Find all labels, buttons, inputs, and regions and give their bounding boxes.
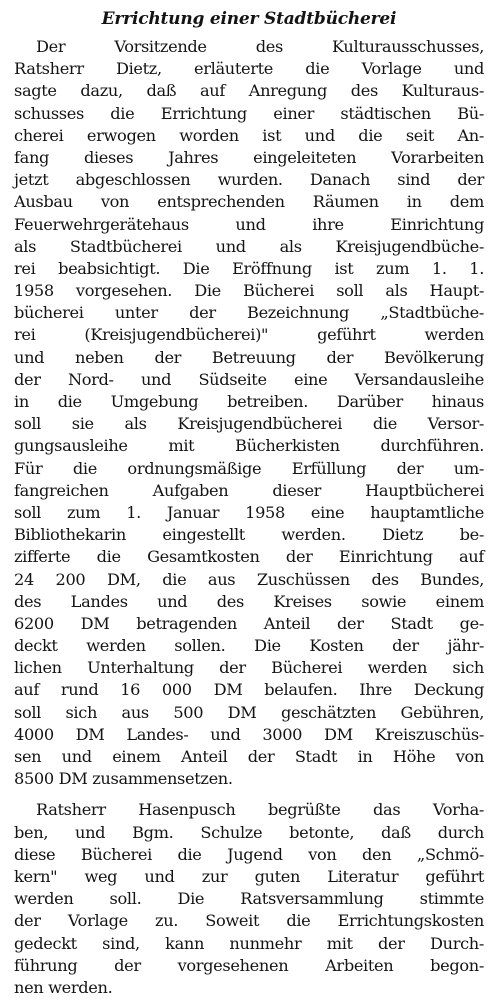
text-line: fangreichen Aufgaben dieser Hauptbücherei — [14, 480, 484, 500]
text-line: in die Umgebung betreiben. Darüber hinaus — [14, 392, 484, 411]
newspaper-clipping — [14, 8, 484, 999]
text-line: des Landes und des Kreises sowie einem — [14, 591, 484, 611]
text-line: als Stadtbücherei und als Kreisjugendbüche- — [14, 236, 484, 256]
text-line: bücherei unter der Bezeichnung „Stadtbüche- — [14, 303, 484, 323]
text-line: der Vorlage zu. Soweit die Errichtungskosten — [14, 911, 484, 931]
text-line: nen werden. — [14, 977, 113, 997]
text-line: kern" weg und zur guten Literatur geführt — [14, 866, 484, 886]
text-line: rei beabsichtigt. Die Eröffnung ist zum 1. 1. — [14, 258, 484, 278]
text-line: Feuerwehrgerätehaus und ihre Einrichtung — [14, 214, 484, 234]
text-line: soll sie als Kreisjugendbücherei die Versor- — [14, 414, 484, 434]
text-line: deckt werden sollen. Die Kosten der jähr- — [14, 636, 484, 656]
article-headline: Errichtung einer Stadtbücherei — [101, 9, 397, 29]
text-line: 1958 vorgesehen. Die Bücherei soll als Haupt- — [14, 281, 484, 301]
text-line: und neben der Betreuung der Bevölkerung — [14, 347, 484, 367]
text-line: lichen Unterhaltung der Bücherei werden sich — [14, 658, 484, 678]
text-line: werden soll. Die Ratsversammlung stimmte — [14, 889, 484, 909]
text-line: gedeckt sind, kann nunmehr mit der Durch- — [14, 933, 484, 953]
text-line: 4000 DM Landes- und 3000 DM Kreiszuschüs- — [14, 724, 484, 744]
text-line: Bibliothekarin eingestellt werden. Dietz be- — [14, 525, 484, 545]
text-line: gungsausleihe mit Bücherkisten durchführen. — [14, 436, 484, 456]
text-line: schusses die Errichtung einer städtischen Bü- — [14, 103, 484, 123]
text-line: 6200 DM betragenden Anteil der Stadt ge- — [14, 613, 484, 633]
text-line: rei (Kreisjugendbücherei)" geführt werden — [14, 325, 484, 345]
article-paragraph-2 — [14, 799, 484, 999]
text-line: Ausbau von entsprechenden Räumen in dem — [14, 192, 484, 212]
text-line: Ratsherr Dietz, erläuterte die Vorlage und — [14, 59, 484, 79]
text-line: Der Vorsitzende des Kulturausschusses, — [36, 37, 484, 56]
text-line: cherei erwogen worden ist und die seit An- — [14, 125, 484, 145]
article-paragraph-1 — [14, 36, 484, 790]
text-line: der Nord- und Südseite eine Versandausleihe — [14, 369, 484, 389]
text-line: diese Bücherei die Jugend von den „Schmö- — [14, 844, 484, 864]
text-line: 8500 DM zusammensetzen. — [14, 769, 233, 789]
text-line: zifferte die Gesamtkosten der Einrichtung auf — [14, 547, 484, 567]
text-line: Für die ordnungsmäßige Erfüllung der um- — [14, 458, 484, 478]
text-line: fang dieses Jahres eingeleiteten Vorarbeiten — [14, 147, 484, 167]
text-line: soll zum 1. Januar 1958 eine hauptamtliche — [14, 502, 484, 522]
text-line: Ratsherr Hasenpusch begrüßte das Vorha- — [36, 800, 484, 820]
text-line: sagte dazu, daß auf Anregung des Kulturaus- — [14, 81, 484, 101]
text-line: 24 200 DM, die aus Zuschüssen des Bundes, — [14, 569, 484, 589]
text-line: führung der vorgesehenen Arbeiten begon- — [14, 955, 484, 975]
text-line: ben, und Bgm. Schulze betonte, daß durch — [14, 822, 484, 842]
text-line: jetzt abgeschlossen wurden. Danach sind der — [14, 170, 484, 190]
text-line: soll sich aus 500 DM geschätzten Gebühren, — [14, 702, 484, 722]
text-line: auf rund 16 000 DM belaufen. Ihre Deckung — [14, 680, 484, 700]
text-line: sen und einem Anteil der Stadt in Höhe von — [14, 747, 484, 766]
